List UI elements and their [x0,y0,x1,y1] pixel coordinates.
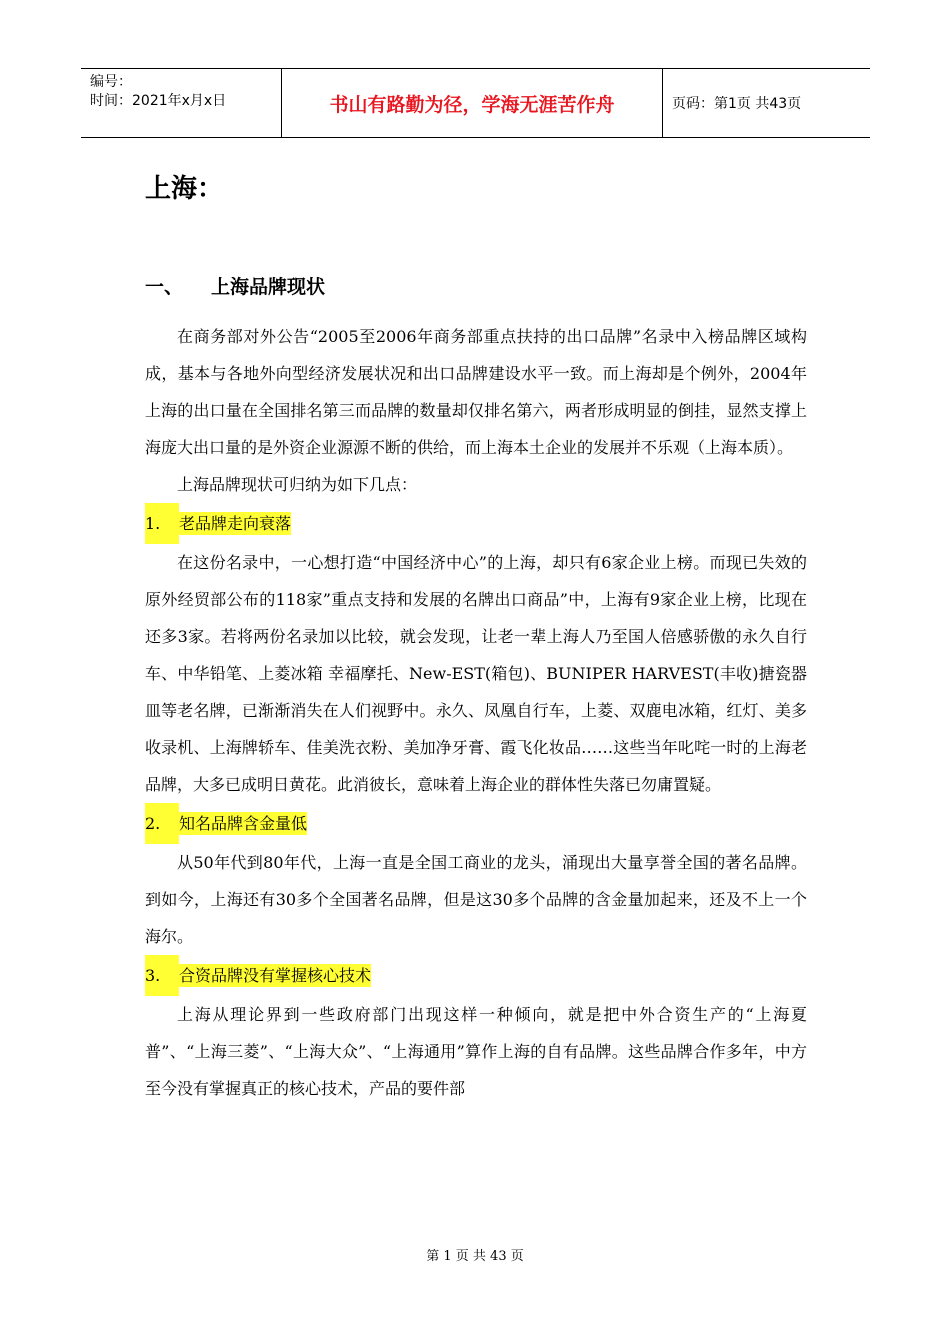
motto-text: 书山有路勤为径，学海无涯苦作舟 [329,93,615,116]
item-paragraph-3: 上海从理论界到一些政府部门出现这样一种倾向，就是把中外合资生产的“上海夏普”、“上海三菱”、“上海大众”、“上海通用”算作上海的自有品牌。这些品牌合作多年，中方至今没有掌握真正的核心技术，产品的要件部 [145,1005,807,1098]
subheading-number: 3. [145,955,179,996]
item-paragraph-2: 从50年代到80年代，上海一直是全国工商业的龙头，涌现出大量享誉全国的著名品牌。到如今，上海还有30多个全国著名品牌，但是这30多个品牌的含金量加起来，还及不上一个海尔。 [145,853,807,946]
document-title: 上海： [145,174,224,204]
subheading-3 [145,955,807,996]
intro-paragraph: 在商务部对外公告“2005至2006年商务部重点扶持的出口品牌”名录中入榜品牌区域构成，基本与各地外向型经济发展状况和出口品牌建设水平一致。而上海却是个例外，2004年上海的出口量在全国排名第三而品牌的数量却仅排名第六，两者形成明显的倒挂，显然支撑上海庞大出口量的是外资企业源源不断的供给，而上海本土企业的发展并不乐观（上海本质）。 [145,327,807,457]
subheading-label: 老品牌走向衰落 [179,514,292,533]
subheading-label: 合资品牌没有掌握核心技术 [179,966,372,985]
section-heading [145,272,325,299]
document-body [145,318,807,1107]
subheading-1 [145,503,807,544]
subheading-number: 2. [145,803,179,844]
section-title: 上海品牌现状 [211,276,326,298]
number-label: 编号： [90,74,132,90]
time-label: 时间：2021年x月x日 [90,93,227,109]
subheading-label: 知名品牌含金量低 [179,814,308,833]
header-motto-cell [281,69,663,137]
item-paragraph-1: 在这份名录中，一心想打造“中国经济中心”的上海，却只有6家企业上榜。而现已失效的原外经贸部公布的118家”重点支持和发展的名牌出口商品”中，上海有9家企业上榜，比现在还多3家。若将两份名录加以比较，就会发现，让老一辈上海人乃至国人倍感骄傲的永久自行车、中华铅笔、上菱冰箱 幸福摩托、New-EST(箱包)、BUNIPER HARVEST(丰收)搪瓷器皿等老名牌，已渐渐消失在人们视野中。永久、凤凰自行车，上菱、双鹿电冰箱，红灯、美多收录机、上海牌轿车、佳美洗衣粉、美加净牙膏、霞飞化妆品……这些当年叱咤一时的上海老品牌，大多已成明日黄花。此消彼长，意味着上海企业的群体性失落已勿庸置疑。 [145,553,807,794]
header-meta [81,69,281,137]
subheading-number: 1. [145,503,179,544]
page-footer: 第 1 页 共 43 页 [426,1249,524,1264]
subheading-2 [145,803,807,844]
page-info: 页码：第1页 共43页 [672,96,802,112]
section-number: 一、 [145,276,184,298]
summary-paragraph: 上海品牌现状可归纳为如下几点： [177,475,418,494]
page-header [81,68,870,138]
header-page-info-cell [663,69,870,137]
